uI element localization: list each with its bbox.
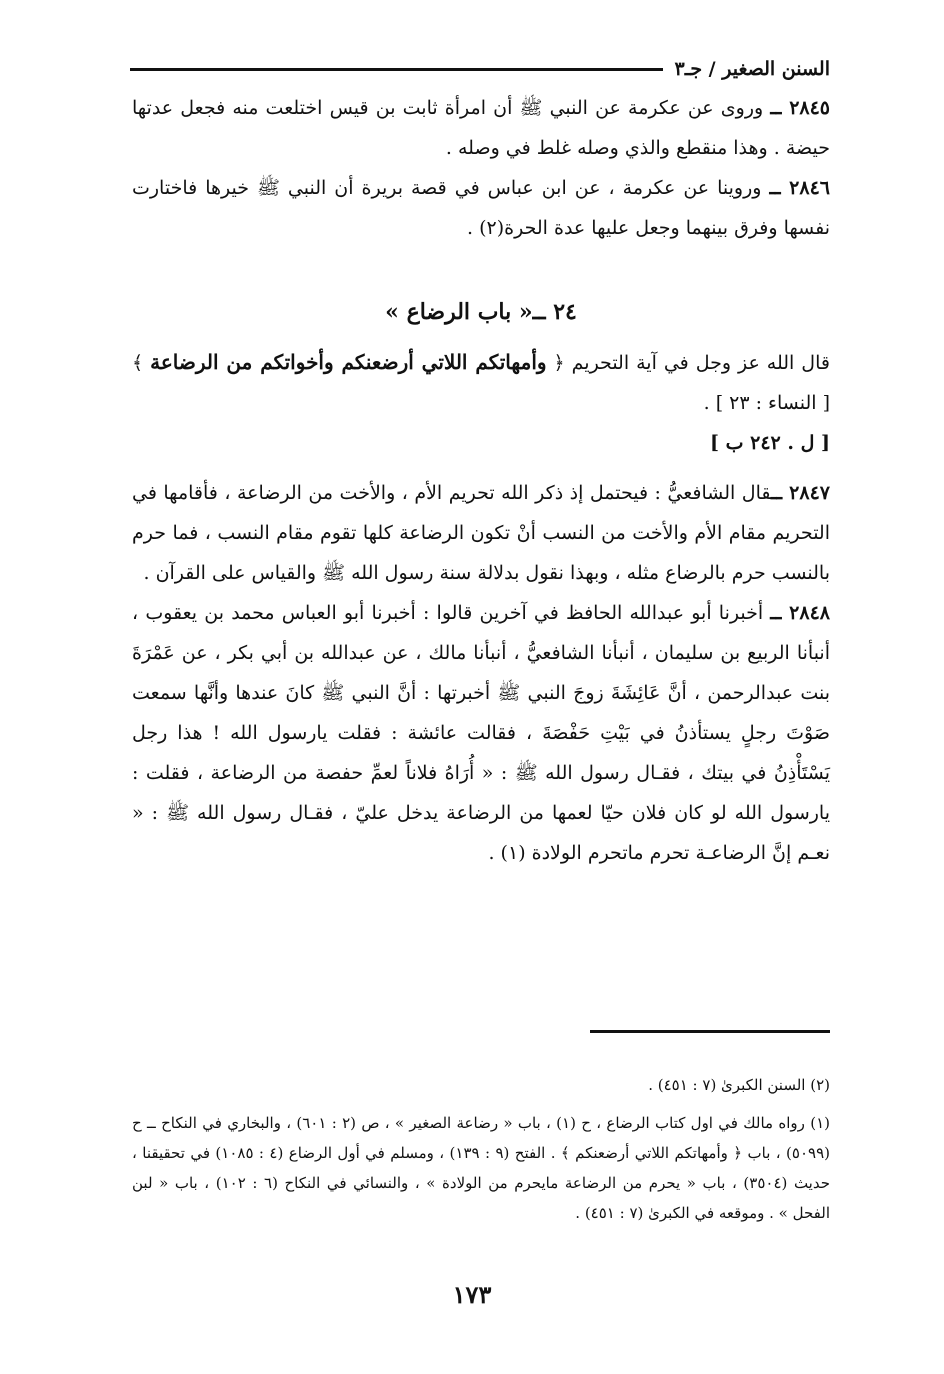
verse-intro: قال الله عز وجل في آية التحريم ﴿ [546, 352, 830, 374]
hadith-2846 [132, 168, 830, 248]
hadith-2845 [132, 88, 830, 168]
verse-paragraph [132, 342, 830, 423]
footnote-2: (٢) السنن الكبرىٰ (٧ : ٤٥١) . [648, 1076, 830, 1094]
footnote-rule [590, 1030, 830, 1033]
page-number: ١٧٣ [452, 1280, 492, 1309]
footnote-1: (١) رواه مالك في اول كتاب الرضاع ، ح (١) ، باب « رضاعة الصغير » ، ص (٢ : ٦٠١) ، والبخاري في النكاح ــ ح (٥٠٩٩) ، باب ﴿ وأمهاتكم اللاتي أرضعنكم ﴾ . الفتح (٩ : ١٣٩) ، ومسلم في أول الرضاع (٤ : ١٠٨٥) في تحقيقنا ، حديث (٣٥٠٤) ، باب « يحرم من الرضاعة مايحرم من الولادة » ، والنسائي في النكاح (٦ : ١٠٢) ، باب « لبن الفحل » . وموقعه في الكبرىٰ (٧ : ٤٥١) . [132, 1114, 831, 1222]
quran-verse: وأمهاتكم اللاتي أرضعنكم وأخواتكم من الرضاعة [150, 350, 547, 374]
manuscript-ref [132, 423, 830, 463]
hadith-number: ٢٨٤٦ ــ [769, 177, 830, 199]
hadith-number: ٢٨٤٨ ــ [770, 602, 830, 624]
hadith-text: وروينا عن عكرمة ، عن ابن عباس في قصة بريرة أن النبي ﷺ خيرها فاختارت نفسها وفرق بينهما وجعل عليها عدة الحرة(٢) . [132, 177, 830, 239]
hadith-text: أخبرنا أبو عبدالله الحافظ في آخرين قالوا : أخبرنا أبو العباس محمد بن يعقوب ، أنبأنا الربيع بن سليمان ، أنبأنا الشافعيُّ ، أنبأنا مالك ، عن عبدالله بن أبي بكر ، عن عَمْرَةَ بنت عبدالرحمن ، أنَّ عَائِشَةَ زوجَ النبي ﷺ أخبرتها : أنَّ النبي ﷺ كانَ عندها وأنَّها سمعت صَوْتَ رجلٍ يستأذنُ في بَيْتِ حَفْصَةَ ، فقالت عائشة : فقلت يارسول الله ! هذا رجل يَسْتَأْذِنُ في بيتك ، فقـال رسول الله ﷺ : « أُرَاهُ فلاناً لعمِّ حفصة من الرضاعة ، فقلت : يارسول الله لو كان فلان حيّا لعمها من الرضاعة يدخل عليّ ، فقـال رسول الله ﷺ : « نعـم إنَّ الرضاعـة تحرم ماتحرم الولادة (١) . [132, 602, 830, 864]
hadith-2848 [132, 593, 830, 873]
running-header [130, 52, 830, 86]
hadith-number: ٢٨٤٧ ــ [770, 482, 830, 504]
hadith-text: قال الشافعيُّ : فيحتمل إذ ذكر الله تحريم الأم ، والأخت من الرضاعة ، فأقامها في التحريم مقام الأم والأخت من النسب أنْ تكون الرضاعة كلها تقوم مقام النسب ، فما حرم بالنسب حرم بالرضاع مثله ، وبهذا نقول بدلالة سنة رسول الله ﷺ والقياس على القرآن . [132, 482, 830, 584]
hadith-text: وروى عن عكرمة عن النبي ﷺ أن امرأة ثابت بن قيس اختلعت منه فجعل عدتها حيضة . وهذا منقطع والذي وصله غلط في وصله . [132, 97, 830, 159]
hadith-2847 [132, 473, 830, 593]
verse-ref: ﴾ [ النساء : ٢٣ ] . [132, 352, 830, 414]
running-title: السنن الصغير / جـ٣ [674, 58, 830, 80]
hadith-number: ٢٨٤٥ ــ [770, 97, 831, 119]
footnotes [132, 1070, 830, 1228]
chapter-title: ٢٤ ــ« باب الرضاع » [385, 299, 577, 325]
folio-ref: [ ل . ٢٤٢ ب ] [710, 432, 830, 454]
header-rule [130, 68, 663, 71]
main-text [132, 88, 830, 873]
